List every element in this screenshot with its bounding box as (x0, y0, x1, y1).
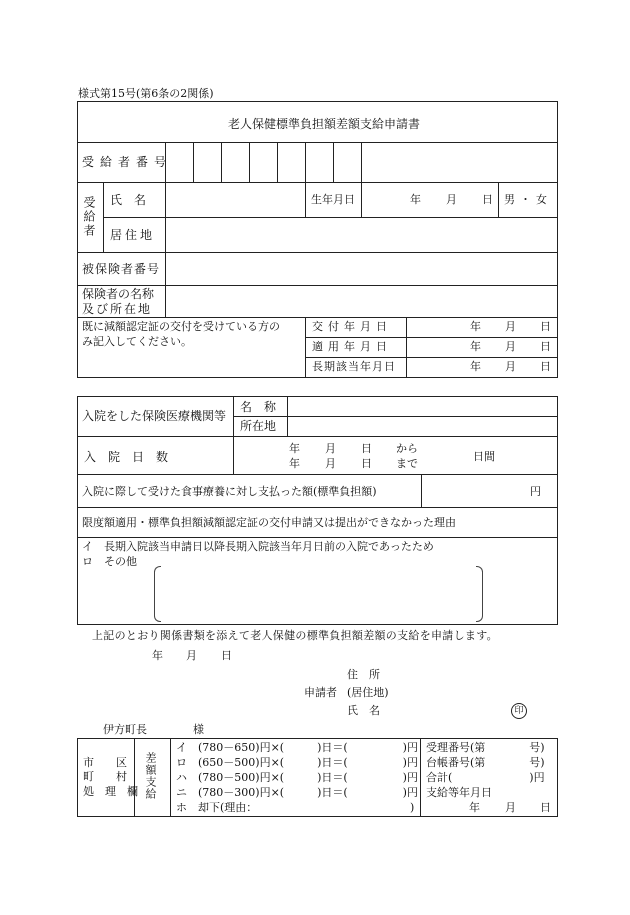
hospital-label: 入院をした保険医療機関等 (82, 409, 227, 423)
hosp-addr-label: 所在地 (240, 419, 277, 433)
cert-row-long: 長期該当年月日 (312, 360, 396, 373)
calc-row-ro: ロ (650－500)円×( )日＝( )円 (176, 756, 418, 769)
applicant-name-label: 氏 名 (347, 704, 380, 717)
birth-month: 月 (446, 193, 457, 206)
cert-year-2: 年 (470, 340, 481, 353)
sex-choice: 男・女 (504, 193, 552, 206)
insured-no-label: 被保険者番号 (82, 262, 161, 276)
apply-month: 月 (186, 649, 197, 662)
to-year: 年 (289, 457, 300, 470)
applicant-addr-label: 住 所 (347, 668, 380, 681)
from-year: 年 (289, 442, 300, 455)
applicant-residence: (居住地) (347, 686, 389, 699)
reject-close: ) (410, 801, 415, 814)
reason-bracket-right (476, 566, 483, 622)
pay-year: 年 (469, 801, 480, 814)
form-code: 様式第15号(第6条の2関係) (78, 87, 214, 100)
to-label: まで (396, 457, 418, 470)
insurer-label-1: 保険者の名称 (82, 287, 155, 301)
from-month: 月 (325, 442, 336, 455)
cert-year-3: 年 (470, 360, 481, 373)
office-line-3: 処 理 欄 (83, 785, 138, 798)
from-label: から (396, 442, 418, 455)
receipt-no: 受理番号(第 号) (426, 741, 545, 754)
reject-row: ホ 却下(理由： (176, 801, 258, 814)
pay-month: 月 (505, 801, 516, 814)
birth-day: 日 (482, 193, 493, 206)
total-amount: 合計( )円 (426, 771, 545, 784)
stay-label: 入 院 日 数 (84, 450, 169, 464)
cert-month-1: 月 (505, 320, 516, 333)
office-line-1: 市 区 (83, 756, 127, 769)
declaration: 上記のとおり関係書類を添えて老人保健の標準負担額差額の支給を申請します。 (92, 629, 498, 642)
meal-yen: 円 (530, 485, 541, 498)
insurer-label-2: 及び所在地 (82, 302, 153, 316)
cert-year-1: 年 (470, 320, 481, 333)
apply-year: 年 (152, 649, 163, 662)
name-label: 氏 名 (110, 193, 147, 207)
birth-year: 年 (410, 193, 421, 206)
reason-i: イ 長期入院該当申請日以降長期入院該当年月日前の入院であったため (82, 540, 434, 553)
recipient-no-label: 受給者番号 (82, 155, 173, 169)
days-label: 日間 (473, 450, 495, 463)
form-title: 老人保健標準負担額差額支給申請書 (228, 117, 421, 131)
cert-row-issue: 交付年月日 (312, 320, 392, 333)
calc-row-ha: ハ (780－500)円×( )日＝( )円 (176, 771, 418, 784)
from-day: 日 (361, 442, 372, 455)
mayor: 伊方町長 (103, 723, 147, 736)
to-month: 月 (325, 457, 336, 470)
cert-note-2: み記入してください。 (82, 335, 192, 348)
reason-bracket-left (154, 566, 161, 622)
address-label: 居住地 (110, 228, 156, 242)
cert-day-2: 日 (540, 340, 551, 353)
hosp-name-label: 名 称 (240, 400, 277, 414)
cert-month-3: 月 (505, 360, 516, 373)
cert-note-1: 既に減額認定証の交付を受けている方の (82, 320, 280, 333)
payment-date-label: 支給等年月日 (426, 786, 492, 799)
applicant-label: 申請者 (304, 686, 337, 699)
mayor-sama: 様 (193, 723, 204, 736)
pay-day: 日 (540, 801, 551, 814)
cert-day-1: 日 (540, 320, 551, 333)
office-line-2: 町 村 (83, 770, 127, 783)
hospital-table (77, 396, 558, 625)
ledger-no: 台帳番号(第 号) (426, 756, 545, 769)
to-day: 日 (361, 457, 372, 470)
cert-row-apply: 適用年月日 (312, 340, 392, 353)
seal-mark: 印 (511, 703, 527, 719)
recipient-label: 受給者 (82, 196, 96, 238)
reason-ro: ロ その他 (82, 555, 137, 568)
apply-day: 日 (221, 649, 232, 662)
meal-label: 入院に際して受けた食事療養に対し支払った額(標準負担額) (82, 485, 377, 498)
cert-day-3: 日 (540, 360, 551, 373)
calc-row-ni: ニ (780－300)円×( )日＝( )円 (176, 786, 418, 799)
cert-month-2: 月 (505, 340, 516, 353)
calc-row-i: イ (780－650)円×( )日＝( )円 (176, 741, 418, 754)
diff-label: 差額支給 (144, 752, 157, 800)
birth-label: 生年月日 (311, 193, 355, 206)
reason-title: 限度額適用・標準負担額減額認定証の交付申請又は提出ができなかった理由 (82, 516, 456, 529)
